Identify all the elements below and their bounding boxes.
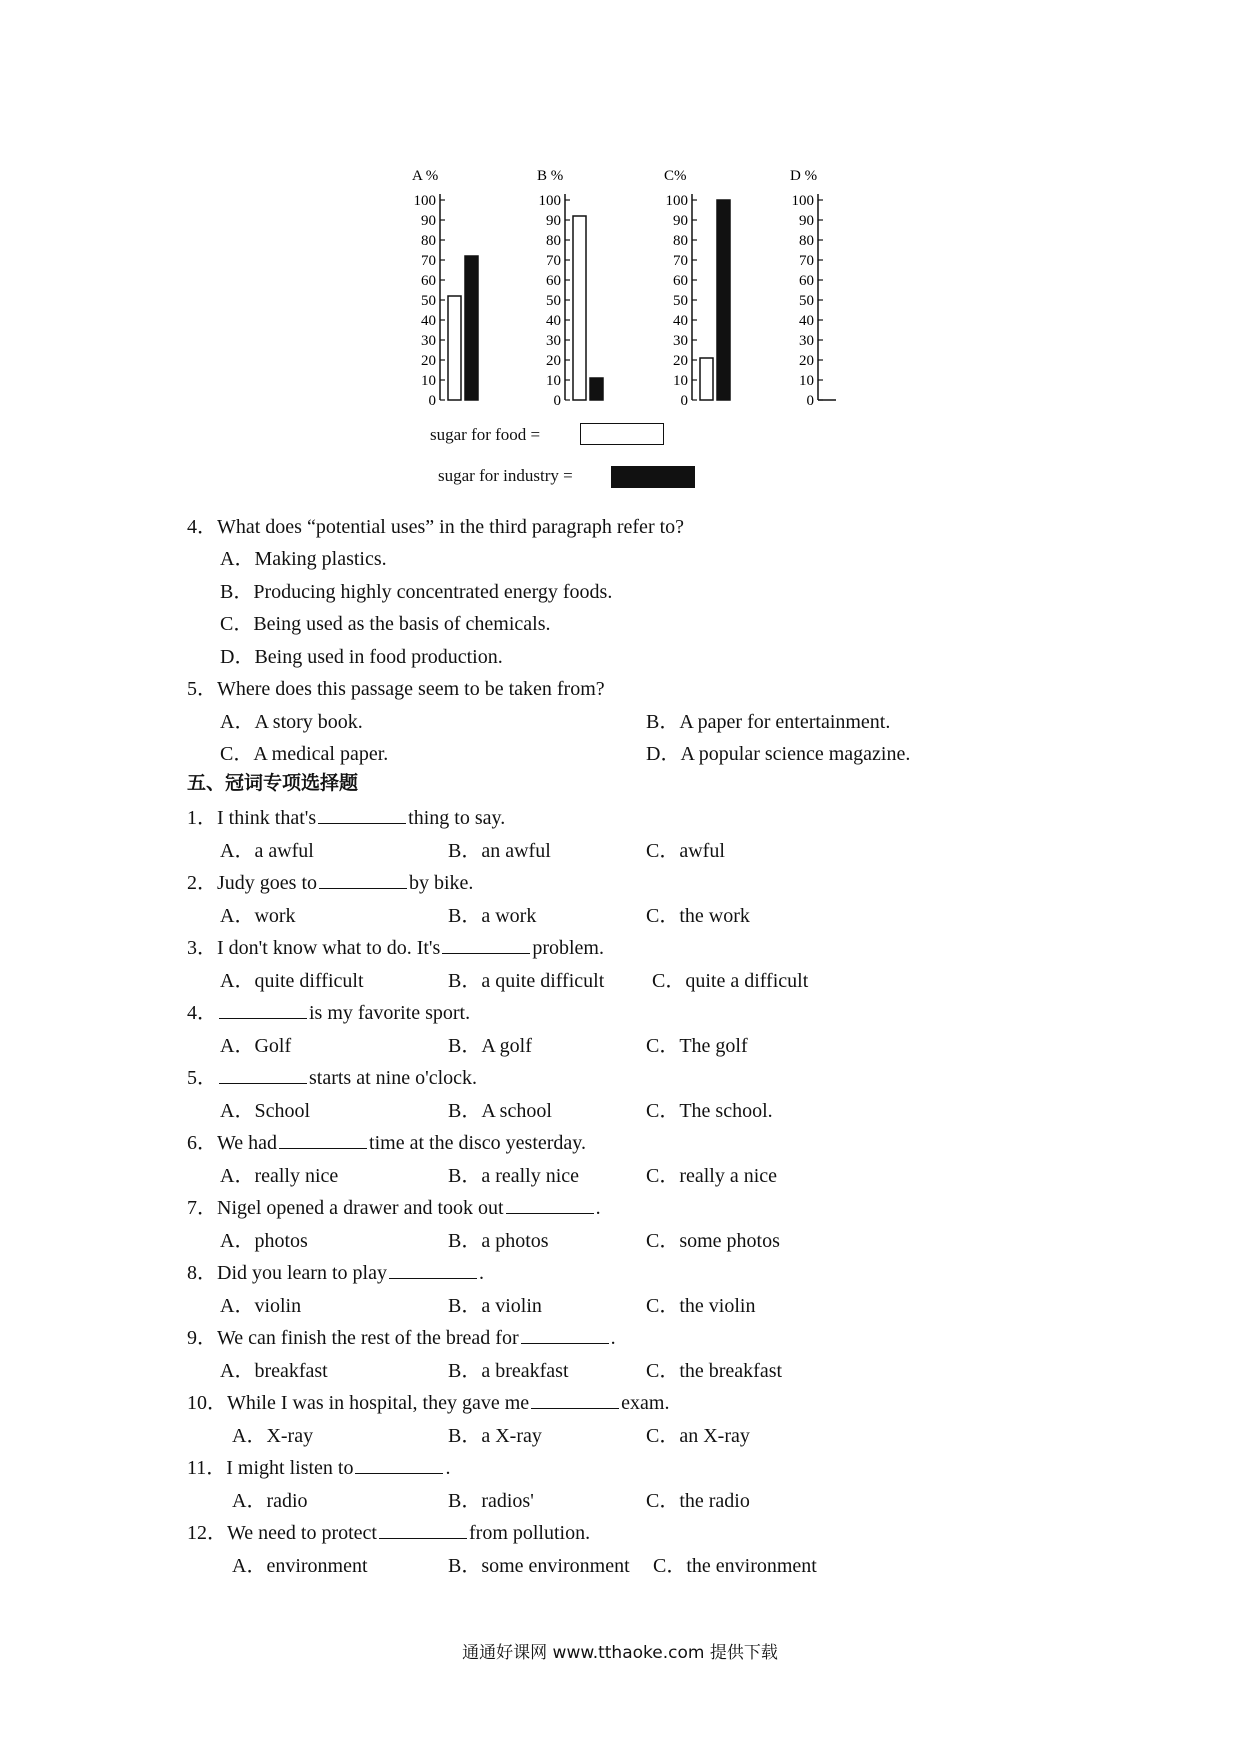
option-c: C．the environment [653,1555,817,1577]
option-b: B．a violin [448,1295,542,1317]
legend-industry-label: sugar for industry = [438,466,573,485]
q5-option-b: B．A paper for entertainment. [646,711,891,733]
y-tick-label: 70 [673,253,688,269]
option-a: A．quite difficult [220,970,364,992]
bar-sugar-for-food [700,358,713,400]
q5-option-d: D．A popular science magazine. [646,743,911,765]
option-c: C．awful [646,840,725,862]
y-tick-label: 100 [665,193,688,209]
y-tick-label: 70 [421,253,436,269]
option-c: C．an X-ray [646,1425,750,1447]
answer-blank [318,805,406,824]
option-b: B．A school [448,1100,552,1122]
question-text-tail: . [595,1197,601,1219]
y-tick-label: 40 [421,313,436,329]
question-text-tail: . [478,1262,484,1284]
question-text-tail: exam. [621,1392,670,1414]
y-tick-label: 100 [413,193,436,209]
y-tick-label: 40 [673,313,688,329]
question-text-tail: . [445,1457,451,1479]
y-tick-label: 0 [553,393,561,409]
question-text: 11．I might listen to [187,1457,354,1479]
q4-option-b: B．Producing highly concentrated energy foods. [220,581,613,603]
legend-food-swatch [580,423,664,445]
y-tick-label: 70 [546,253,561,269]
y-tick-label: 0 [680,393,688,409]
question-text: 3．I don't know what to do. It's [187,937,441,959]
question-text: 5． [187,1067,217,1089]
question-stem [187,1061,477,1090]
question-stem [187,1386,669,1415]
question-text: 2．Judy goes to [187,872,317,894]
option-b: B．a X-ray [448,1425,542,1447]
question-stem [187,1126,586,1155]
q4-option-a: A．Making plastics. [220,548,387,570]
y-tick-label: 20 [673,353,688,369]
question-text: 9．We can finish the rest of the bread for [187,1327,519,1349]
answer-blank [442,935,530,954]
y-tick-label: 20 [546,353,561,369]
y-tick-label: 80 [799,233,814,249]
question-text-tail: problem. [532,937,604,959]
option-c: C．really a nice [646,1165,778,1187]
question-text-tail: from pollution. [469,1522,591,1544]
y-tick-label: 60 [421,273,436,289]
y-tick-label: 40 [799,313,814,329]
q4-stem: 4．What does “potential uses” in the third paragraph refer to? [187,516,685,538]
option-a: A．X-ray [232,1425,314,1447]
chart-title: D % [790,168,818,184]
question-stem [187,866,473,895]
option-a: A．School [220,1100,310,1122]
y-tick-label: 60 [799,273,814,289]
y-tick-label: 30 [546,333,561,349]
y-tick-label: 60 [673,273,688,289]
option-c: C．the violin [646,1295,756,1317]
question-text: 6．We had [187,1132,278,1154]
section-title: 五、冠词专项选择题 [187,772,359,794]
option-a: A．radio [232,1490,308,1512]
question-text: 8．Did you learn to play [187,1262,387,1284]
option-b: B．an awful [448,840,551,862]
answer-blank [279,1130,367,1149]
question-stem [187,996,470,1025]
q5-option-c: C．A medical paper. [220,743,389,765]
answer-blank [219,1000,307,1019]
question-text: 4． [187,1002,217,1024]
y-tick-label: 30 [673,333,688,349]
answer-blank [355,1455,443,1474]
y-tick-label: 40 [546,313,561,329]
option-b: B．some environment [448,1555,630,1577]
question-text-tail: is my favorite sport. [309,1002,471,1024]
y-tick-label: 90 [673,213,688,229]
option-c: C．The school. [646,1100,773,1122]
answer-blank [389,1260,477,1279]
y-tick-label: 100 [791,193,814,209]
y-tick-label: 10 [546,373,561,389]
question-stem [187,931,604,960]
option-b: B．radios' [448,1490,534,1512]
y-tick-label: 80 [673,233,688,249]
question-text-tail: by bike. [409,872,474,894]
question-stem [187,1516,590,1545]
option-a: A．a awful [220,840,314,862]
q5-option-a: A．A story book. [220,711,363,733]
y-tick-label: 50 [421,293,436,309]
option-a: A．environment [232,1555,368,1577]
answer-blank [319,870,407,889]
answer-blank [219,1065,307,1084]
option-b: B．a quite difficult [448,970,605,992]
q5-stem: 5．Where does this passage seem to be taken from? [187,678,605,700]
sugar-charts [400,162,860,412]
question-text: 12．We need to protect [187,1522,377,1544]
question-stem [187,1256,484,1285]
page-footer: 通通好课网 www.tthaoke.com 提供下载 [462,1643,778,1663]
y-tick-label: 90 [546,213,561,229]
y-tick-label: 0 [428,393,436,409]
y-tick-label: 90 [799,213,814,229]
answer-blank [521,1325,609,1344]
bar-sugar-for-food [573,216,586,400]
answer-blank [531,1390,619,1409]
q4-option-c: C．Being used as the basis of chemicals. [220,613,551,635]
bar-sugar-for-industry [465,256,478,400]
chart-title: C% [664,168,687,184]
question-text-tail: time at the disco yesterday. [369,1132,586,1154]
y-tick-label: 50 [673,293,688,309]
y-tick-label: 20 [799,353,814,369]
y-tick-label: 30 [421,333,436,349]
question-stem [187,1451,450,1480]
q4-option-d: D．Being used in food production. [220,646,503,668]
answer-blank [379,1520,467,1539]
option-b: B．a photos [448,1230,549,1252]
option-c: C．the work [646,905,750,927]
question-text-tail: . [610,1327,616,1349]
legend-industry-swatch [611,466,695,488]
sugar-bar-charts [400,162,860,412]
option-b: B．a breakfast [448,1360,569,1382]
y-tick-label: 90 [421,213,436,229]
y-tick-label: 100 [538,193,561,209]
chart-title: B % [537,168,564,184]
question-stem [187,1191,601,1220]
y-tick-label: 0 [806,393,814,409]
y-tick-label: 50 [799,293,814,309]
question-stem [187,1321,616,1350]
option-a: A．really nice [220,1165,339,1187]
question-text-tail: starts at nine o'clock. [309,1067,477,1089]
option-a: A．breakfast [220,1360,328,1382]
bar-sugar-for-industry [717,200,730,400]
option-a: A．work [220,905,296,927]
y-tick-label: 30 [799,333,814,349]
legend-food-label: sugar for food = [430,425,541,444]
legend-industry [438,466,573,486]
y-tick-label: 50 [546,293,561,309]
option-b: B．A golf [448,1035,532,1057]
option-c: C．the radio [646,1490,750,1512]
option-a: A．Golf [220,1035,292,1057]
y-tick-label: 10 [421,373,436,389]
y-tick-label: 20 [421,353,436,369]
answer-blank [506,1195,594,1214]
y-tick-label: 80 [421,233,436,249]
option-b: B．a work [448,905,537,927]
question-text: 10．While I was in hospital, they gave me [187,1392,530,1414]
option-a: A．violin [220,1295,302,1317]
option-a: A．photos [220,1230,308,1252]
option-b: B．a really nice [448,1165,580,1187]
question-stem [187,801,505,830]
option-c: C．The golf [646,1035,748,1057]
option-c: C．quite a difficult [652,970,809,992]
y-tick-label: 70 [799,253,814,269]
y-tick-label: 10 [799,373,814,389]
y-tick-label: 80 [546,233,561,249]
bar-sugar-for-industry [590,378,603,400]
chart-title: A % [412,168,439,184]
question-text-tail: thing to say. [408,807,506,829]
bar-sugar-for-food [448,296,461,400]
y-tick-label: 60 [546,273,561,289]
question-text: 1．I think that's [187,807,317,829]
y-tick-label: 10 [673,373,688,389]
legend-food [430,425,540,445]
option-c: C．the breakfast [646,1360,783,1382]
option-c: C．some photos [646,1230,780,1252]
question-text: 7．Nigel opened a drawer and took out [187,1197,504,1219]
